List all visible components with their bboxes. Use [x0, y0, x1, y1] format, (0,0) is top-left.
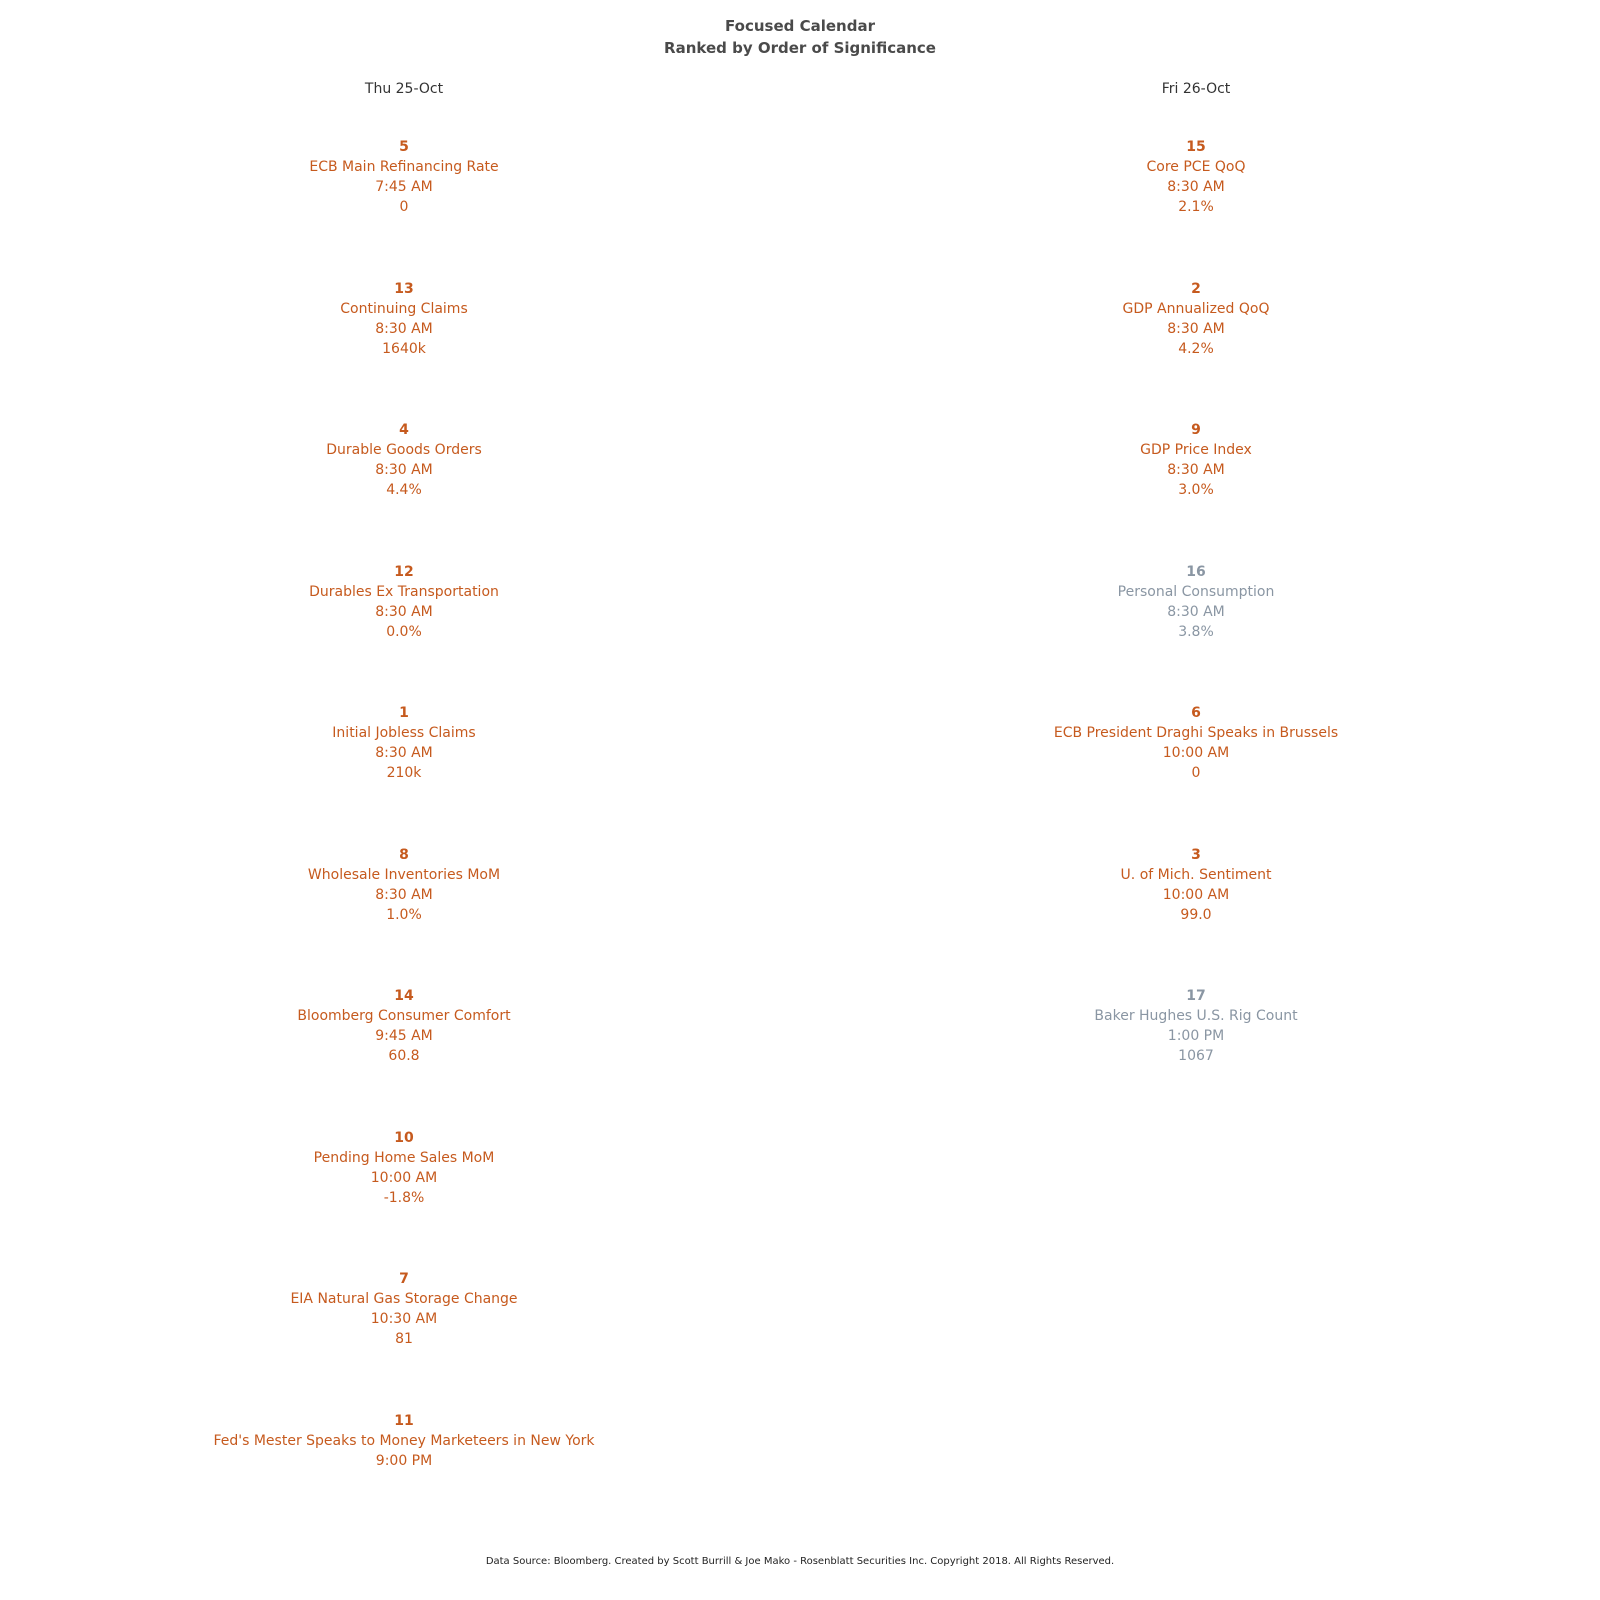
calendar-event	[896, 845, 1496, 925]
event-time: 8:30 AM	[375, 886, 433, 903]
event-time: 7:45 AM	[375, 179, 433, 195]
calendar-event	[896, 562, 1496, 642]
event-time: 10:30 AM	[370, 1311, 438, 1327]
event-value: 99.0	[1180, 906, 1212, 923]
event-rank: 11	[394, 1412, 414, 1429]
event-value: 4.2%	[1178, 340, 1214, 357]
page-subtitle: Ranked by Order of Significance	[664, 39, 936, 57]
event-name: U. of Mich. Sentiment	[1120, 866, 1272, 883]
event-time: 10:00 AM	[1162, 886, 1230, 903]
event-value: 4.4%	[386, 482, 422, 498]
event-value: 1640k	[382, 340, 426, 357]
event-value: 0	[399, 199, 409, 215]
calendar-event	[104, 845, 704, 925]
calendar-event	[104, 137, 704, 217]
event-time: 9:45 AM	[375, 1028, 433, 1044]
event-value: 3.8%	[1178, 623, 1214, 640]
event-name: Fed's Mester Speaks to Money Marketeers in New York	[213, 1432, 595, 1449]
event-value: -1.8%	[383, 1189, 425, 1206]
event-rank: 7	[399, 1271, 409, 1287]
day-label-fri: Fri 26-Oct	[1161, 81, 1231, 97]
calendar-event	[896, 703, 1496, 783]
event-time: 8:30 AM	[375, 603, 433, 620]
event-value: 1067	[1178, 1048, 1214, 1064]
event-name: ECB President Draghi Speaks in Brussels	[1053, 725, 1339, 741]
event-name: Durable Goods Orders	[326, 442, 482, 458]
event-time: 1:00 PM	[1167, 1028, 1225, 1044]
event-name: GDP Annualized QoQ	[1122, 300, 1270, 317]
event-rank: 17	[1186, 988, 1206, 1004]
event-rank: 14	[394, 988, 414, 1004]
event-time: 10:00 AM	[1162, 745, 1230, 761]
day-column-fri	[896, 0, 1496, 1600]
page-title: Focused Calendar	[725, 17, 875, 35]
calendar-event	[896, 420, 1496, 500]
event-time: 10:00 AM	[370, 1169, 438, 1186]
event-name: Personal Consumption	[1117, 583, 1275, 600]
event-rank: 15	[1186, 139, 1206, 155]
event-name: Pending Home Sales MoM	[313, 1149, 495, 1166]
event-value: 0.0%	[386, 623, 422, 640]
day-label-thu: Thu 25-Oct	[364, 81, 444, 97]
event-value: 60.8	[388, 1048, 420, 1064]
calendar-event	[104, 986, 704, 1066]
calendar-event	[104, 1128, 704, 1208]
event-rank: 16	[1186, 563, 1206, 580]
calendar-event	[104, 1411, 704, 1471]
calendar-event	[896, 986, 1496, 1066]
event-rank: 10	[394, 1129, 414, 1146]
event-time: 8:30 AM	[1167, 320, 1225, 337]
event-name: EIA Natural Gas Storage Change	[290, 1291, 518, 1307]
event-name: ECB Main Refinancing Rate	[309, 159, 499, 175]
event-time: 8:30 AM	[375, 462, 433, 478]
event-value: 1.0%	[386, 906, 422, 923]
event-name: Baker Hughes U.S. Rig Count	[1094, 1008, 1298, 1024]
event-time: 8:30 AM	[1167, 603, 1225, 620]
event-name: Wholesale Inventories MoM	[307, 866, 501, 883]
event-time: 8:30 AM	[375, 745, 433, 761]
event-value: 0	[1191, 765, 1201, 781]
footer-credit: Data Source: Bloomberg. Created by Scott Burrill & Joe Mako - Rosenblatt Securities Inc. Copyright 2018. All Rights Reserved.	[485, 1556, 1115, 1567]
event-rank: 6	[1191, 705, 1201, 721]
event-name: Bloomberg Consumer Comfort	[297, 1008, 511, 1024]
event-rank: 2	[1191, 280, 1201, 297]
calendar-event	[896, 137, 1496, 217]
event-rank: 1	[399, 705, 409, 721]
event-name: Continuing Claims	[340, 300, 468, 317]
event-time: 9:00 PM	[375, 1452, 433, 1469]
calendar-event	[104, 279, 704, 359]
event-value: 2.1%	[1178, 199, 1214, 215]
event-name: Core PCE QoQ	[1146, 159, 1246, 175]
event-name: Initial Jobless Claims	[332, 725, 476, 741]
event-value: 3.0%	[1178, 482, 1214, 498]
event-time: 8:30 AM	[375, 320, 433, 337]
event-rank: 9	[1191, 422, 1201, 438]
event-rank: 5	[399, 139, 409, 155]
event-rank: 4	[399, 422, 409, 438]
event-time: 8:30 AM	[1167, 179, 1225, 195]
calendar-event	[104, 1269, 704, 1349]
event-value: 210k	[386, 765, 422, 781]
event-name: Durables Ex Transportation	[309, 583, 499, 600]
day-column-thu	[104, 0, 704, 1600]
event-rank: 3	[1191, 846, 1201, 863]
calendar-event	[104, 562, 704, 642]
event-name: GDP Price Index	[1140, 442, 1252, 458]
event-rank: 8	[399, 846, 409, 863]
calendar-event	[104, 420, 704, 500]
event-value: 81	[395, 1331, 413, 1347]
event-rank: 12	[394, 563, 414, 580]
event-rank: 13	[394, 280, 414, 297]
calendar-event	[104, 703, 704, 783]
event-time: 8:30 AM	[1167, 462, 1225, 478]
calendar-event	[896, 279, 1496, 359]
